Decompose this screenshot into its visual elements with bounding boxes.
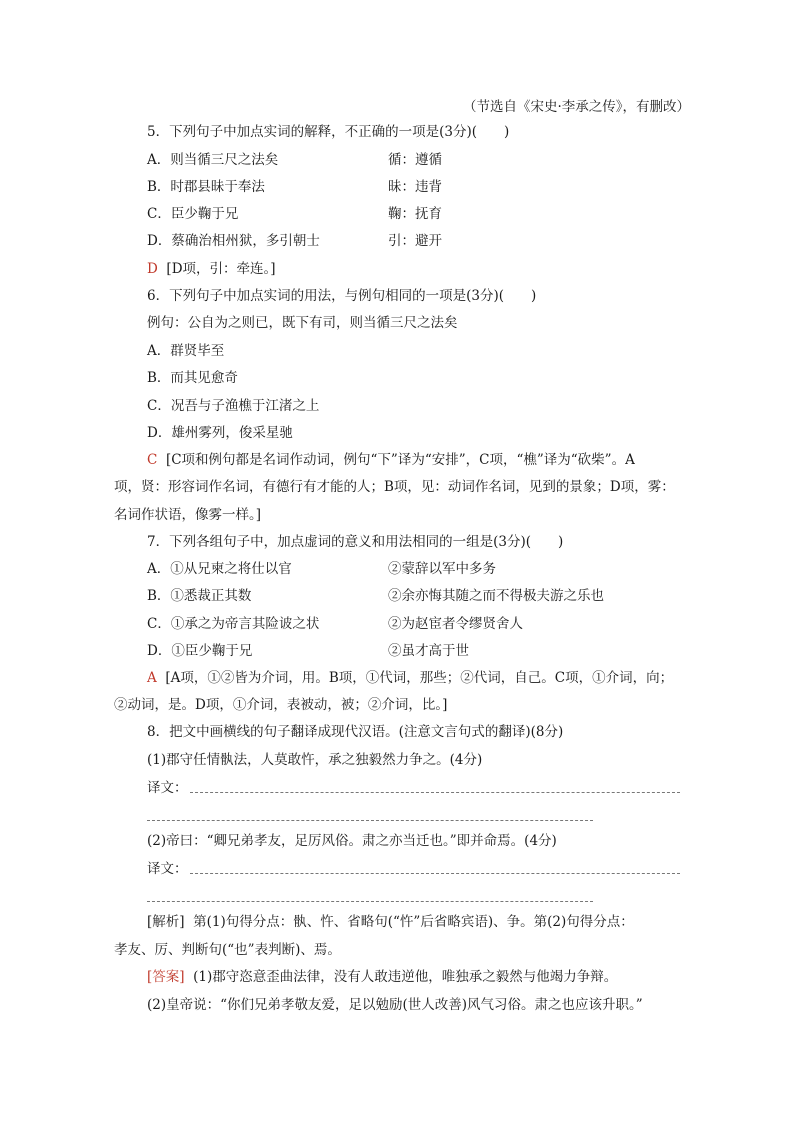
q8-translation-label-2: 译文： [147, 861, 188, 877]
q7-answer-text-1: [A项，①②皆为介词，用。B项，①代词，那些；②代词，自己。C项，①介词，向； [165, 670, 674, 686]
q6-option-b: B．而其见愈奇 [147, 370, 238, 386]
q8-sentence-1: (1)郡守任情骫法，人莫敢忤，承之独毅然力争之。(4分) [147, 752, 483, 768]
q6-stem: 6．下列句子中加点实词的用法，与例句相同的一项是(3分)( ) [147, 288, 537, 304]
q5-option-a-gloss: 循：遵循 [388, 152, 442, 168]
q5-stem: 5．下列句子中加点实词的解释，不正确的一项是(3分)( ) [147, 124, 510, 140]
q5-answer [147, 259, 276, 279]
answer-blank-line[interactable] [147, 820, 593, 821]
source-citation: （节选自《宋史·李承之传》，有删改） [462, 99, 690, 115]
answer-blank-line[interactable] [190, 792, 680, 793]
q8-translation-label-1: 译文： [147, 780, 188, 796]
q6-answer-text-1: [C项和例句都是名词作动词，例句“下”译为“安排”，C项，“樵”译为“砍柴”。A [165, 452, 635, 468]
q7-option-d-1: D．①臣少鞠于兄 [147, 643, 253, 659]
q7-answer-line2: ②动词，是。D项，①介词，表被动，被；②介词，比。] [114, 697, 448, 713]
q5-option-d: D．蔡确治相州狱，多引朝士 [147, 233, 320, 249]
q7-option-b-1: B．①悉裁正其数 [147, 588, 252, 604]
answer-blank-line[interactable] [147, 901, 593, 902]
q6-answer-line1 [147, 450, 635, 470]
q8-analysis-line1 [147, 912, 634, 932]
q8-answer-text-1: (1)郡守恣意歪曲法律，没有人敢违逆他，唯独承之毅然与他竭力争辩。 [193, 969, 618, 985]
answer-tag: [答案] [147, 969, 185, 985]
q7-stem: 7．下列各组句子中，加点虚词的意义和用法相同的一组是(3分)( ) [147, 534, 564, 550]
q7-option-a-1: A．①从兄柬之将仕以官 [147, 561, 292, 577]
q8-sentence-2: (2)帝曰：“卿兄弟孝友，足厉风俗。肃之亦当迁也。”即并命焉。(4分) [147, 833, 557, 849]
q7-option-d-2: ②虽才高于世 [388, 643, 469, 659]
q5-option-b-gloss: 昧：违背 [388, 179, 442, 195]
answer-blank-line[interactable] [190, 873, 680, 874]
q8-answer-line1 [147, 967, 617, 987]
q8-answer-line2: (2)皇帝说：“你们兄弟孝敬友爱，足以勉励(世人改善)风气习俗。肃之也应该升职。” [147, 997, 643, 1013]
q6-option-c: C．况吾与子渔樵于江渚之上 [147, 398, 320, 414]
q7-answer-line1 [147, 668, 673, 688]
q6-option-d: D．雄州雾列，俊采星驰 [147, 425, 293, 441]
q7-answer-letter: A [147, 670, 157, 686]
q8-analysis-line2: 孝友、厉、判断句(“也”表判断)、焉。 [114, 942, 341, 958]
q7-option-b-2: ②余亦悔其随之而不得极夫游之乐也 [388, 588, 604, 604]
q5-option-b: B．时郡县昧于奉法 [147, 179, 265, 195]
analysis-tag: [解析] [147, 914, 185, 930]
q7-option-a-2: ②蒙辞以军中多务 [388, 561, 496, 577]
q5-option-a: A．则当循三尺之法矣 [147, 152, 279, 168]
q5-option-c-gloss: 鞠：抚育 [388, 206, 442, 222]
q7-option-c-2: ②为赵宦者令缪贤舍人 [388, 616, 523, 632]
q6-example: 例句：公自为之则已，既下有司，则当循三尺之法矣 [147, 315, 458, 331]
q5-option-d-gloss: 引：避开 [388, 233, 442, 249]
q6-answer-line3: 名词作状语，像雾一样。] [114, 507, 262, 523]
q6-answer-letter: C [147, 452, 158, 468]
q6-option-a: A．群贤毕至 [147, 343, 225, 359]
q8-stem: 8．把文中画横线的句子翻译成现代汉语。(注意文言句式的翻译)(8分) [147, 724, 564, 740]
analysis-text-1: 第(1)句得分点：骫、忤、省略句(“忤”后省略宾语)、争。第(2)句得分点： [193, 914, 634, 930]
q6-answer-line2: 项，贤：形容词作名词，有德行有才能的人；B项，见：动词作名词，见到的景象；D项，雾： [114, 479, 675, 495]
q7-option-c-1: C．①承之为帝言其险诐之状 [147, 616, 320, 632]
q5-answer-text: [D项，引：牵连。] [166, 261, 276, 277]
q5-option-c: C．臣少鞠于兄 [147, 206, 239, 222]
q5-answer-letter: D [147, 261, 158, 277]
